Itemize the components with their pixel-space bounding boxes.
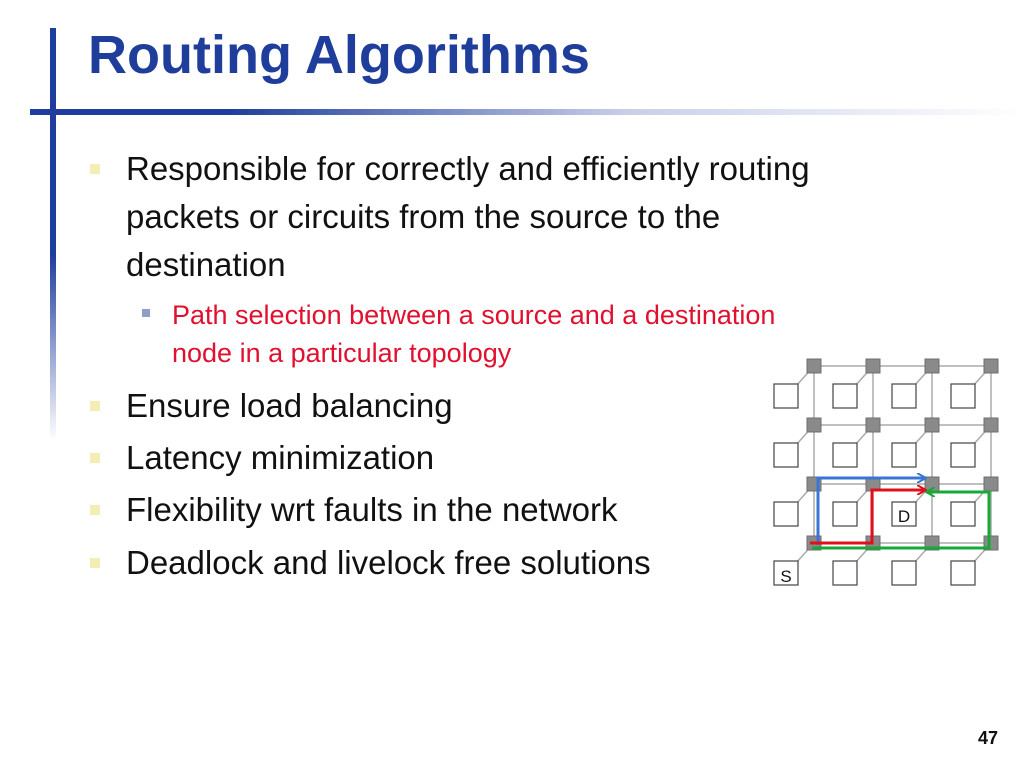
mesh-router [984,418,998,432]
mesh-router [866,418,880,432]
bullet-text-line: destination [126,246,286,283]
mesh-node [892,561,916,585]
bullet-text-line: packets or circuits from the source to the [126,198,721,235]
mesh-router [925,418,939,432]
sub-bullet-text-line: Path selection between a source and a destination [172,300,776,330]
mesh-node [892,384,916,408]
mesh-node [833,561,857,585]
mesh-node [951,443,975,467]
mesh-node [892,443,916,467]
mesh-node [774,384,798,408]
sub-bullet-text-line: node in a particular topology [172,338,512,368]
mesh-node [833,443,857,467]
bullet-text: Latency minimization [126,439,435,476]
mesh-router [807,418,821,432]
mesh-router [925,477,939,491]
mesh-router [984,477,998,491]
bullet-text: Deadlock and livelock free solutions [126,544,651,581]
mesh-node [833,384,857,408]
destination-node-label: D [897,507,911,526]
page-number: 47 [977,728,998,748]
bullet-text: Ensure load balancing [126,387,453,424]
mesh-node [833,502,857,526]
mesh-node [951,502,975,526]
mesh-node [774,502,798,526]
mesh-node [951,561,975,585]
mesh-router [807,359,821,373]
mesh-node [951,384,975,408]
mesh-router [925,359,939,373]
slide-title: Routing Algorithms [88,25,590,85]
bullet-text-line: Responsible for correctly and efficiently routing [126,150,810,187]
mesh-node [774,443,798,467]
bullet-text: Flexibility wrt faults in the network [126,491,618,528]
source-node-label: S [780,567,792,586]
mesh-router [984,359,998,373]
mesh-router [866,359,880,373]
